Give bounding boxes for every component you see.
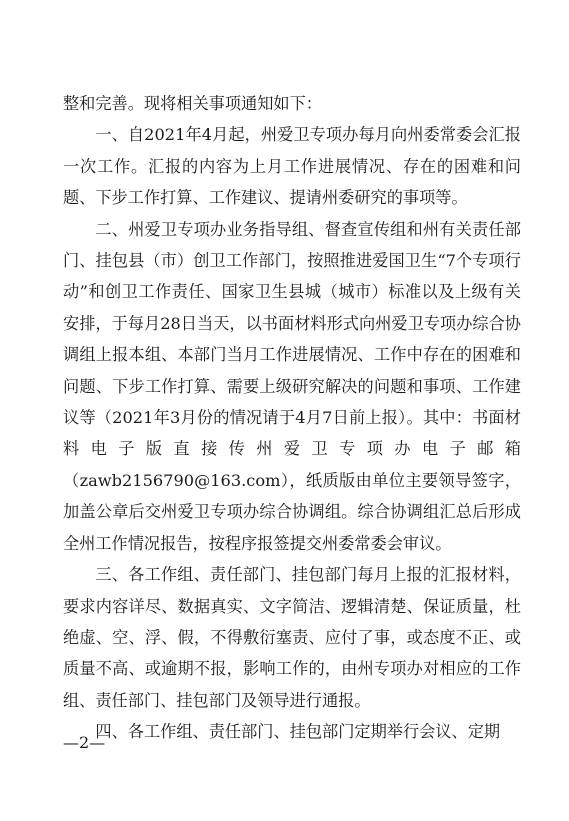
paragraph-item-3: 三、各工作组、责任部门、挂包部门每月上报的汇报材料，要求内容详尽、数据真实、文字简洁、逻辑清楚、保证质量，杜绝虚、空、浮、假，不得敷衍塞责、应付了事，或态度不正、或质量不高、或逾期不报，影响工作的，由州专项办对相应的工作组、责任部门、挂包部门及领导进行通报。 (63, 565, 521, 710)
paragraph-item-4: 四、各工作组、责任部门、挂包部门定期举行会议、定期 (95, 722, 501, 742)
paragraph-item-1: 一、自2021年4月起，州爱卫专项办每月向州委常委会汇报一次工作。汇报的内容为上月工作进展情况、存在的困难和问题、下步工作打算、工作建议、提请州委研究的事项等。 (63, 125, 521, 208)
paragraph-item-2: 二、州爱卫专项办业务指导组、督查宣传组和州有关责任部门、挂包县（市）创卫工作部门，按照推进爱国卫生“7个专项行动”和创卫工作责任、国家卫生县城（城市）标准以及上级有关安排，于每月28日当天，以书面材料形式向州爱卫专项办综合协调组上报本组、本部门当月工作进展情况、工作中存在的困难和问题、下步工作打算、需要上级研究解决的问题和事项、工作建议等（2021年3月份的情况请于4月7日前上报）。其中：书面材料电子版直接传州爱卫专项办电子邮箱（zawb2156790@163.com），纸质版由单位主要领导签字，加盖公章后交州爱卫专项办综合协调组。综合协调组汇总后形成全州工作情况报告，按程序报签提交州委常委会审议。 (63, 219, 521, 553)
document-body (63, 88, 521, 748)
page-number: —2— (63, 733, 106, 752)
paragraph-continuation: 整和完善。现将相关事项通知如下： (63, 94, 322, 113)
